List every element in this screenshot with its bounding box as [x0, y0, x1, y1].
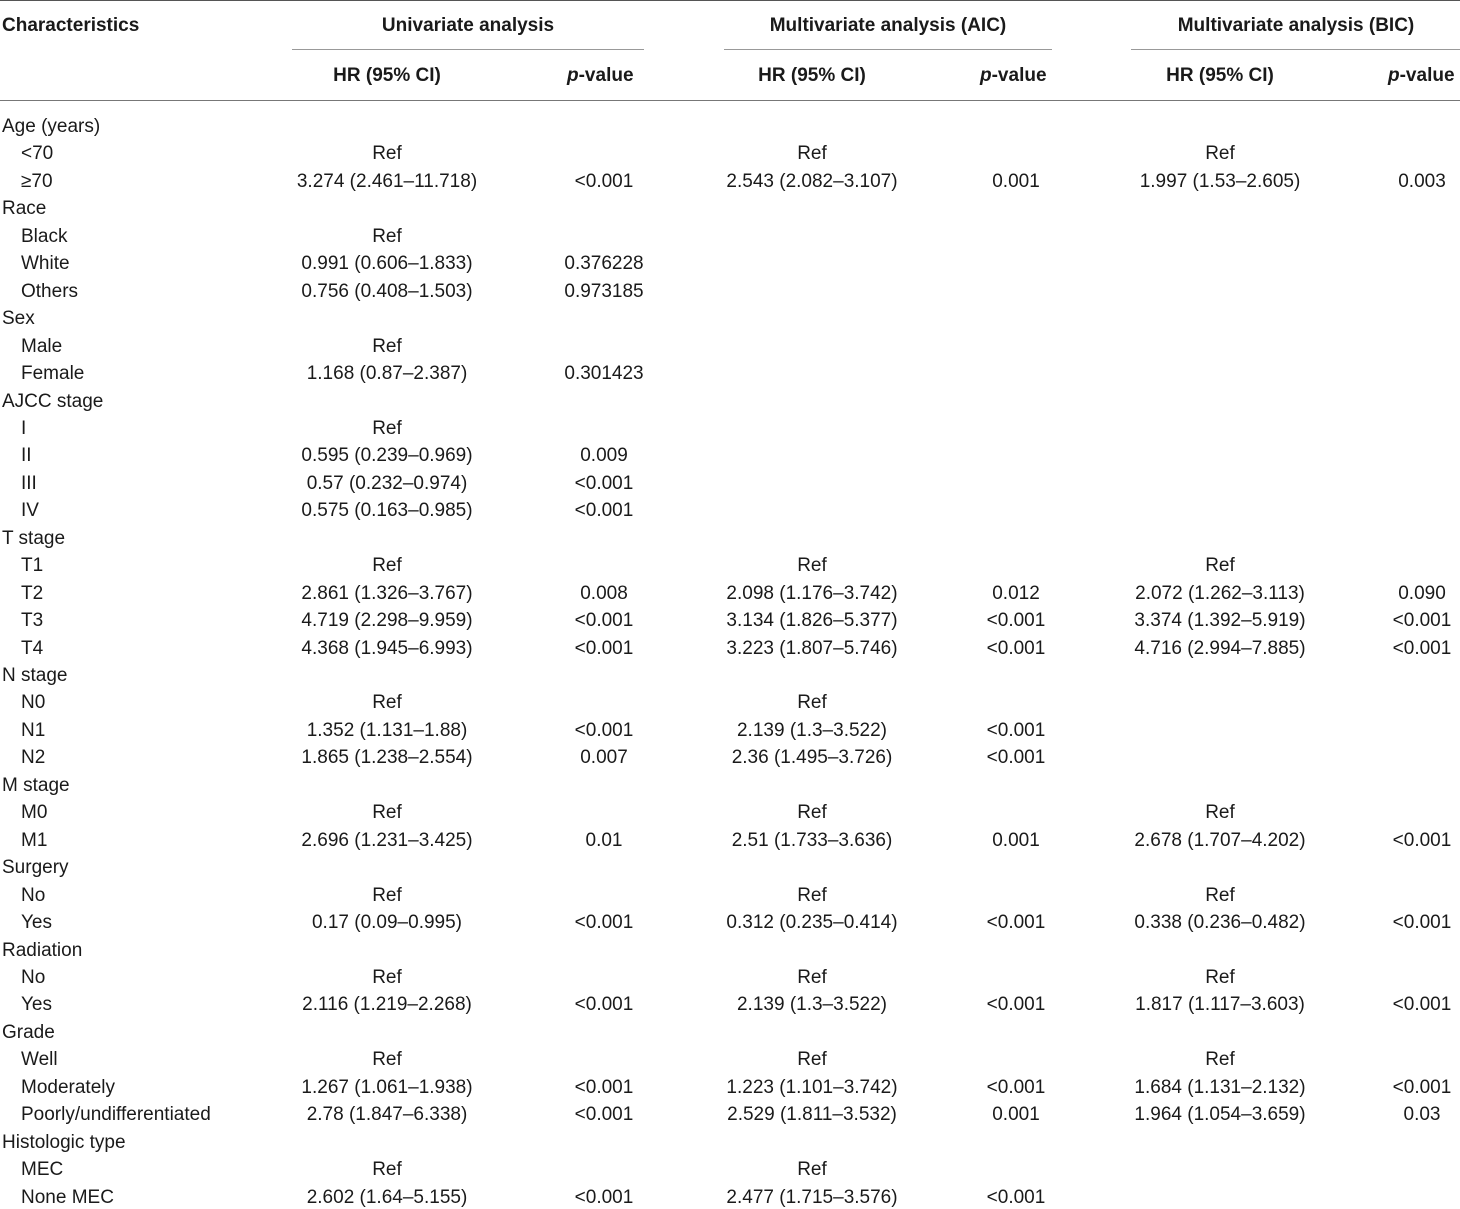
header-hr-aic: HR (95% CI) — [758, 65, 866, 86]
row-label: M0 — [21, 802, 48, 823]
univariate-underline — [292, 49, 644, 50]
row-label: Moderately — [21, 1077, 115, 1098]
header-characteristics: Characteristics — [2, 15, 140, 36]
p-value-cell: 0.009 — [580, 445, 628, 466]
row-label: None MEC — [21, 1187, 114, 1208]
hr-cell: Ref — [1205, 143, 1235, 164]
p-value-cell: <0.001 — [574, 500, 634, 521]
hr-cell: 0.57 (0.232–0.974) — [306, 473, 468, 494]
p-value-cell: <0.001 — [1392, 994, 1452, 1015]
hr-cell: 2.139 (1.3–3.522) — [736, 994, 888, 1015]
p-value-cell: 0.973185 — [564, 281, 644, 302]
header-hr-univariate: HR (95% CI) — [333, 65, 441, 86]
header-multivariate-bic: Multivariate analysis (BIC) — [1177, 15, 1415, 36]
hr-cell: 1.997 (1.53–2.605) — [1139, 171, 1301, 192]
hr-cell: Ref — [372, 226, 402, 247]
header-univariate: Univariate analysis — [381, 15, 555, 36]
hr-cell: Ref — [372, 336, 402, 357]
p-value-cell: <0.001 — [574, 473, 634, 494]
row-label: T3 — [21, 610, 44, 631]
p-value-cell: 0.003 — [1398, 171, 1446, 192]
hr-cell: 2.602 (1.64–5.155) — [306, 1187, 468, 1208]
p-value-cell: 0.01 — [585, 830, 623, 851]
row-label: Histologic type — [2, 1132, 126, 1153]
hr-cell: 2.098 (1.176–3.742) — [726, 583, 898, 604]
p-value-cell: 0.007 — [580, 747, 628, 768]
header-hr-bic: HR (95% CI) — [1166, 65, 1274, 86]
p-value-cell: <0.001 — [986, 638, 1046, 659]
hr-cell: Ref — [1205, 555, 1235, 576]
row-label: Race — [2, 198, 47, 219]
p-value-cell: 0.301423 — [564, 363, 644, 384]
p-value-cell: <0.001 — [574, 1077, 634, 1098]
row-label: No — [21, 967, 46, 988]
hr-cell: 3.374 (1.392–5.919) — [1134, 610, 1306, 631]
hr-cell: 2.861 (1.326–3.767) — [301, 583, 473, 604]
p-value-cell: 0.008 — [580, 583, 628, 604]
row-label: T2 — [21, 583, 44, 604]
p-value-cell: 0.012 — [992, 583, 1040, 604]
p-value-cell: <0.001 — [574, 171, 634, 192]
hr-cell: Ref — [797, 555, 827, 576]
hr-cell: Ref — [797, 802, 827, 823]
hr-cell: 1.168 (0.87–2.387) — [306, 363, 468, 384]
hr-cell: 0.17 (0.09–0.995) — [311, 912, 463, 933]
p-value-cell: <0.001 — [574, 912, 634, 933]
p-value-cell: <0.001 — [986, 994, 1046, 1015]
p-value-cell: <0.001 — [574, 720, 634, 741]
hr-cell: 3.274 (2.461–11.718) — [296, 171, 478, 192]
row-label: ≥70 — [21, 171, 53, 192]
hr-cell: Ref — [1205, 967, 1235, 988]
row-label: AJCC stage — [2, 391, 104, 412]
hr-cell: Ref — [797, 1159, 827, 1180]
hr-cell: Ref — [797, 1049, 827, 1070]
hr-cell: 2.543 (2.082–3.107) — [726, 171, 898, 192]
row-label: MEC — [21, 1159, 64, 1180]
p-value-cell: <0.001 — [986, 747, 1046, 768]
p-value-cell: 0.001 — [992, 1104, 1040, 1125]
hr-cell: 1.267 (1.061–1.938) — [301, 1077, 473, 1098]
p-value-cell: <0.001 — [986, 720, 1046, 741]
p-value-cell: <0.001 — [986, 1077, 1046, 1098]
hr-cell: 3.223 (1.807–5.746) — [726, 638, 898, 659]
p-value-cell: <0.001 — [574, 1104, 634, 1125]
hr-cell: Ref — [372, 418, 402, 439]
hr-cell: 2.696 (1.231–3.425) — [301, 830, 473, 851]
row-label: Others — [21, 281, 79, 302]
header-bottom-rule — [0, 100, 1460, 101]
row-label: Well — [21, 1049, 58, 1070]
hr-cell: 0.991 (0.606–1.833) — [301, 253, 473, 274]
hr-cell: Ref — [372, 1159, 402, 1180]
p-value-cell: <0.001 — [1392, 610, 1452, 631]
p-value-cell: 0.376228 — [564, 253, 644, 274]
hr-cell: 2.116 (1.219–2.268) — [302, 994, 472, 1015]
hr-cell: Ref — [1205, 1049, 1235, 1070]
hr-cell: 0.595 (0.239–0.969) — [301, 445, 473, 466]
hr-cell: Ref — [1205, 885, 1235, 906]
hr-cell: 0.338 (0.236–0.482) — [1134, 912, 1306, 933]
hr-cell: Ref — [1205, 802, 1235, 823]
hr-cell: Ref — [797, 967, 827, 988]
p-value-cell: 0.03 — [1403, 1104, 1441, 1125]
hr-cell: 1.964 (1.054–3.659) — [1134, 1104, 1306, 1125]
hr-cell: 1.352 (1.131–1.88) — [306, 720, 468, 741]
hr-cell: Ref — [372, 555, 402, 576]
row-label: <70 — [21, 143, 54, 164]
hr-cell: Ref — [372, 1049, 402, 1070]
p-value-cell: <0.001 — [574, 1187, 634, 1208]
row-label: Grade — [2, 1022, 55, 1043]
hr-cell: Ref — [797, 143, 827, 164]
row-label: Surgery — [2, 857, 69, 878]
p-value-cell: <0.001 — [574, 994, 634, 1015]
p-value-cell: <0.001 — [1392, 638, 1452, 659]
hr-cell: Ref — [372, 143, 402, 164]
hr-cell: 4.368 (1.945–6.993) — [301, 638, 473, 659]
row-label: Age (years) — [2, 116, 101, 137]
row-label: No — [21, 885, 46, 906]
header-p-univariate: p-value — [567, 65, 634, 86]
row-label: Yes — [21, 912, 52, 933]
p-value-cell: 0.090 — [1398, 583, 1446, 604]
row-label: N0 — [21, 692, 46, 713]
row-label: T4 — [21, 638, 44, 659]
row-label: T stage — [2, 528, 66, 549]
aic-underline — [724, 49, 1052, 50]
p-value-cell: <0.001 — [574, 610, 634, 631]
hr-cell: 2.36 (1.495–3.726) — [731, 747, 893, 768]
header-p-bic: p-value — [1388, 65, 1455, 86]
row-label: Female — [21, 363, 85, 384]
row-label: M stage — [2, 775, 70, 796]
row-label: Poorly/undifferentiated — [21, 1104, 211, 1125]
hr-cell: 1.223 (1.101–3.742) — [726, 1077, 898, 1098]
hr-cell: 2.139 (1.3–3.522) — [736, 720, 888, 741]
hr-cell: 2.072 (1.262–3.113) — [1135, 583, 1305, 604]
hr-cell: Ref — [372, 885, 402, 906]
row-label: Sex — [2, 308, 35, 329]
row-label: I — [21, 418, 27, 439]
bic-underline — [1131, 49, 1460, 50]
hr-cell: Ref — [372, 692, 402, 713]
p-value-cell: 0.001 — [992, 830, 1040, 851]
hr-cell: 0.756 (0.408–1.503) — [301, 281, 473, 302]
hr-cell: Ref — [797, 692, 827, 713]
table-top-rule — [0, 0, 1460, 1]
row-label: N stage — [2, 665, 68, 686]
hr-cell: Ref — [372, 802, 402, 823]
hr-cell: 1.865 (1.238–2.554) — [301, 747, 473, 768]
hr-cell: 1.684 (1.131–2.132) — [1134, 1077, 1306, 1098]
hr-cell: 0.575 (0.163–0.985) — [301, 500, 473, 521]
row-label: Yes — [21, 994, 52, 1015]
header-p-aic: p-value — [980, 65, 1047, 86]
hr-cell: 4.719 (2.298–9.959) — [301, 610, 473, 631]
row-label: Black — [21, 226, 68, 247]
hr-cell: 0.312 (0.235–0.414) — [726, 912, 898, 933]
p-value-cell: <0.001 — [986, 610, 1046, 631]
hr-cell: 3.134 (1.826–5.377) — [726, 610, 898, 631]
p-value-cell: <0.001 — [574, 638, 634, 659]
row-label: T1 — [21, 555, 44, 576]
row-label: Radiation — [2, 940, 83, 961]
header-multivariate-aic: Multivariate analysis (AIC) — [769, 15, 1007, 36]
row-label: IV — [21, 500, 39, 521]
p-value-cell: <0.001 — [986, 912, 1046, 933]
row-label: Male — [21, 336, 63, 357]
row-label: White — [21, 253, 70, 274]
row-label: N1 — [21, 720, 46, 741]
hr-cell: 2.51 (1.733–3.636) — [731, 830, 893, 851]
row-label: M1 — [21, 830, 48, 851]
p-value-cell: <0.001 — [986, 1187, 1046, 1208]
hr-cell: 2.78 (1.847–6.338) — [306, 1104, 468, 1125]
p-value-cell: <0.001 — [1392, 912, 1452, 933]
hr-cell: Ref — [372, 967, 402, 988]
row-label: III — [21, 473, 37, 494]
row-label: N2 — [21, 747, 46, 768]
hr-cell: 2.477 (1.715–3.576) — [726, 1187, 898, 1208]
p-value-cell: <0.001 — [1392, 830, 1452, 851]
hr-cell: 2.529 (1.811–3.532) — [727, 1104, 897, 1125]
p-value-cell: 0.001 — [992, 171, 1040, 192]
p-value-cell: <0.001 — [1392, 1077, 1452, 1098]
hr-cell: 4.716 (2.994–7.885) — [1134, 638, 1306, 659]
hr-cell: 1.817 (1.117–3.603) — [1135, 994, 1305, 1015]
hr-cell: Ref — [797, 885, 827, 906]
hr-cell: 2.678 (1.707–4.202) — [1134, 830, 1306, 851]
row-label: II — [21, 445, 32, 466]
